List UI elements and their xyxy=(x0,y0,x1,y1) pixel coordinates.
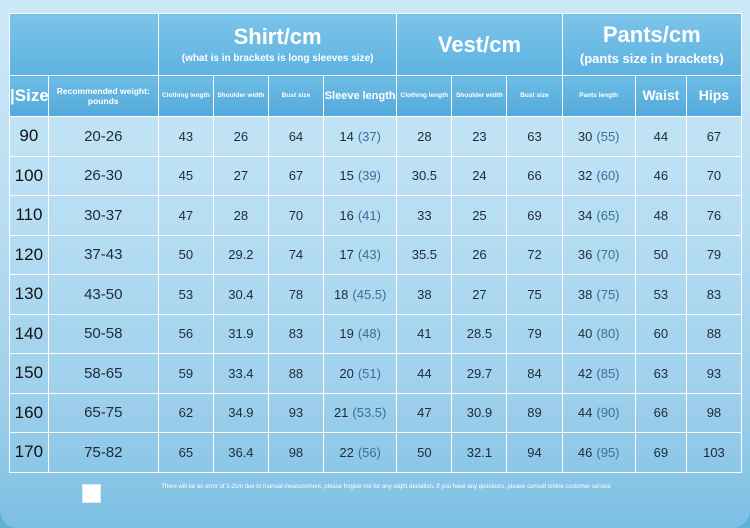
bracket-value: (65) xyxy=(596,207,620,223)
sleeve-length-cell xyxy=(323,433,396,473)
bracket-value: (37) xyxy=(357,128,381,144)
shirt-clothing-length-cell: 45 xyxy=(158,156,213,196)
bracket-value: (48) xyxy=(357,326,381,342)
pants-length-cell xyxy=(562,275,635,315)
waist-cell: 53 xyxy=(635,275,686,315)
main-value: 19 xyxy=(339,326,354,342)
main-value: 42 xyxy=(577,365,593,381)
shirt-title: Shirt/cm xyxy=(233,24,322,49)
size-cell: 100 xyxy=(10,156,49,196)
pants-note: (pants size in brackets) xyxy=(579,51,724,66)
weight-cell: 30-37 xyxy=(48,196,158,236)
waist-cell: 46 xyxy=(635,156,686,196)
col-vest-clothing-length: Clothing length xyxy=(397,76,452,117)
table-row xyxy=(10,314,742,354)
vest-shoulder-width-cell: 24 xyxy=(452,156,507,196)
shirt-clothing-length-cell: 47 xyxy=(158,196,213,236)
table-row xyxy=(10,275,742,315)
weight-cell: 26-30 xyxy=(48,156,158,196)
shirt-bust-size-cell: 67 xyxy=(268,156,323,196)
weight-cell: 37-43 xyxy=(48,235,158,275)
shirt-shoulder-width-cell: 33.4 xyxy=(213,354,268,394)
pants-length-cell xyxy=(562,196,635,236)
size-cell: 150 xyxy=(10,354,49,394)
main-value: 14 xyxy=(339,128,354,144)
shirt-bust-size-cell: 88 xyxy=(268,354,323,394)
col-hips: Hips xyxy=(686,76,741,117)
waist-cell: 44 xyxy=(635,117,686,157)
size-cell: 160 xyxy=(10,393,49,433)
shirt-shoulder-width-cell: 36.4 xyxy=(213,433,268,473)
sleeve-length-cell xyxy=(323,275,396,315)
weight-cell: 43-50 xyxy=(48,275,158,315)
shirt-clothing-length-cell: 50 xyxy=(158,235,213,275)
hips-cell: 79 xyxy=(686,235,741,275)
main-value: 46 xyxy=(577,444,593,460)
vest-clothing-length-cell: 44 xyxy=(397,354,452,394)
table-row xyxy=(10,196,742,236)
shirt-bust-size-cell: 78 xyxy=(268,275,323,315)
bracket-value: (60) xyxy=(596,168,620,184)
table-row xyxy=(10,433,742,473)
bracket-value: (43) xyxy=(357,247,381,263)
size-cell: 120 xyxy=(10,235,49,275)
size-chart-table xyxy=(9,13,742,473)
col-sleeve-length: Sleeve length xyxy=(323,76,396,117)
pants-title: Pants/cm xyxy=(602,22,701,47)
col-pants-length: Pants length xyxy=(562,76,635,117)
vest-bust-size-cell: 94 xyxy=(507,433,562,473)
shirt-shoulder-width-cell: 34.9 xyxy=(213,393,268,433)
footer-checkbox xyxy=(82,484,101,503)
pants-length-cell xyxy=(562,354,635,394)
col-shirt-clothing-length: Clothing length xyxy=(158,76,213,117)
footer-note: There will be an error of 1-2cm due to manual measurement. please forgive me for any slight deviation. If you have any questions, please consult online customer service xyxy=(161,484,611,490)
size-cell: 140 xyxy=(10,314,49,354)
shirt-clothing-length-cell: 56 xyxy=(158,314,213,354)
sleeve-length-cell xyxy=(323,314,396,354)
pants-group-header xyxy=(562,14,741,76)
waist-cell: 69 xyxy=(635,433,686,473)
waist-cell: 50 xyxy=(635,235,686,275)
vest-clothing-length-cell: 50 xyxy=(397,433,452,473)
main-value: 22 xyxy=(339,444,354,460)
col-vest-bust-size: Bust size xyxy=(507,76,562,117)
shirt-bust-size-cell: 70 xyxy=(268,196,323,236)
pants-length-cell xyxy=(562,393,635,433)
hips-cell: 93 xyxy=(686,354,741,394)
sleeve-length-cell xyxy=(323,156,396,196)
vest-title: Vest/cm xyxy=(437,31,522,57)
size-rows xyxy=(10,117,742,473)
shirt-shoulder-width-cell: 31.9 xyxy=(213,314,268,354)
vest-shoulder-width-cell: 29.7 xyxy=(452,354,507,394)
bracket-value: (39) xyxy=(357,168,381,184)
pants-length-cell xyxy=(562,235,635,275)
bracket-value: (55) xyxy=(596,128,620,144)
bracket-value: (70) xyxy=(596,247,620,263)
shirt-bust-size-cell: 93 xyxy=(268,393,323,433)
bracket-value: (56) xyxy=(357,444,381,460)
size-cell: 110 xyxy=(10,196,49,236)
table-row xyxy=(10,117,742,157)
shirt-bust-size-cell: 74 xyxy=(268,235,323,275)
size-cell: 90 xyxy=(10,117,49,157)
shirt-clothing-length-cell: 62 xyxy=(158,393,213,433)
sleeve-length-cell xyxy=(323,354,396,394)
weight-cell: 58-65 xyxy=(48,354,158,394)
col-waist: Waist xyxy=(635,76,686,117)
main-value: 40 xyxy=(577,326,593,342)
shirt-group-header xyxy=(158,14,397,76)
pants-length-cell xyxy=(562,156,635,196)
main-value: 38 xyxy=(577,286,593,302)
vest-bust-size-cell: 66 xyxy=(507,156,562,196)
main-value: 30 xyxy=(577,128,593,144)
sleeve-length-cell xyxy=(323,196,396,236)
vest-clothing-length-cell: 47 xyxy=(397,393,452,433)
sleeve-length-cell xyxy=(323,235,396,275)
vest-clothing-length-cell: 30.5 xyxy=(397,156,452,196)
table-row xyxy=(10,354,742,394)
bracket-value: (85) xyxy=(596,365,620,381)
vest-shoulder-width-cell: 28.5 xyxy=(452,314,507,354)
header-blank xyxy=(10,14,159,76)
vest-shoulder-width-cell: 32.1 xyxy=(452,433,507,473)
bracket-value: (45.5) xyxy=(352,286,387,302)
table-row xyxy=(10,235,742,275)
shirt-clothing-length-cell: 65 xyxy=(158,433,213,473)
shirt-bust-size-cell: 83 xyxy=(268,314,323,354)
vest-bust-size-cell: 69 xyxy=(507,196,562,236)
shirt-shoulder-width-cell: 27 xyxy=(213,156,268,196)
waist-cell: 48 xyxy=(635,196,686,236)
column-header-row xyxy=(10,76,742,117)
shirt-bust-size-cell: 98 xyxy=(268,433,323,473)
main-value: 44 xyxy=(577,405,593,421)
hips-cell: 83 xyxy=(686,275,741,315)
shirt-shoulder-width-cell: 26 xyxy=(213,117,268,157)
bracket-value: (51) xyxy=(357,365,381,381)
shirt-bust-size-cell: 64 xyxy=(268,117,323,157)
main-value: 15 xyxy=(339,168,354,184)
pants-length-cell xyxy=(562,117,635,157)
weight-cell: 65-75 xyxy=(48,393,158,433)
shirt-shoulder-width-cell: 29.2 xyxy=(213,235,268,275)
weight-cell: 20-26 xyxy=(48,117,158,157)
hips-cell: 98 xyxy=(686,393,741,433)
group-header-row xyxy=(10,14,742,76)
col-vest-shoulder-width: Shoulder width xyxy=(452,76,507,117)
hips-cell: 76 xyxy=(686,196,741,236)
sleeve-length-cell xyxy=(323,117,396,157)
waist-cell: 60 xyxy=(635,314,686,354)
vest-shoulder-width-cell: 26 xyxy=(452,235,507,275)
size-cell: 170 xyxy=(10,433,49,473)
hips-cell: 70 xyxy=(686,156,741,196)
vest-group-header xyxy=(397,14,562,76)
shirt-shoulder-width-cell: 30.4 xyxy=(213,275,268,315)
bracket-value: (95) xyxy=(596,444,620,460)
shirt-clothing-length-cell: 53 xyxy=(158,275,213,315)
vest-shoulder-width-cell: 25 xyxy=(452,196,507,236)
main-value: 21 xyxy=(333,405,349,421)
sleeve-length-cell xyxy=(323,393,396,433)
vest-shoulder-width-cell: 23 xyxy=(452,117,507,157)
col-shirt-bust-size: Bust size xyxy=(268,76,323,117)
shirt-shoulder-width-cell: 28 xyxy=(213,196,268,236)
waist-cell: 66 xyxy=(635,393,686,433)
main-value: 16 xyxy=(339,207,354,223)
vest-bust-size-cell: 72 xyxy=(507,235,562,275)
bracket-value: (90) xyxy=(596,405,620,421)
table-row xyxy=(10,393,742,433)
col-shirt-shoulder-width: Shoulder width xyxy=(213,76,268,117)
col-weight: Recommended weight: pounds xyxy=(48,76,158,117)
pants-length-cell xyxy=(562,433,635,473)
main-value: 18 xyxy=(333,286,349,302)
vest-bust-size-cell: 63 xyxy=(507,117,562,157)
vest-bust-size-cell: 84 xyxy=(507,354,562,394)
shirt-note: (what is in brackets is long sleeves size) xyxy=(181,53,374,64)
vest-clothing-length-cell: 38 xyxy=(397,275,452,315)
col-size: |Size xyxy=(10,76,49,117)
main-value: 34 xyxy=(577,207,593,223)
vest-clothing-length-cell: 35.5 xyxy=(397,235,452,275)
weight-cell: 75-82 xyxy=(48,433,158,473)
pants-length-cell xyxy=(562,314,635,354)
vest-bust-size-cell: 89 xyxy=(507,393,562,433)
table-row xyxy=(10,156,742,196)
hips-cell: 88 xyxy=(686,314,741,354)
bracket-value: (75) xyxy=(596,286,620,302)
vest-clothing-length-cell: 28 xyxy=(397,117,452,157)
bracket-value: (53.5) xyxy=(352,405,387,421)
bracket-value: (41) xyxy=(357,207,381,223)
vest-clothing-length-cell: 41 xyxy=(397,314,452,354)
vest-shoulder-width-cell: 30.9 xyxy=(452,393,507,433)
main-value: 17 xyxy=(339,247,354,263)
main-value: 20 xyxy=(339,365,354,381)
vest-bust-size-cell: 79 xyxy=(507,314,562,354)
hips-cell: 67 xyxy=(686,117,741,157)
vest-clothing-length-cell: 33 xyxy=(397,196,452,236)
weight-cell: 50-58 xyxy=(48,314,158,354)
main-value: 32 xyxy=(577,168,593,184)
hips-cell: 103 xyxy=(686,433,741,473)
bracket-value: (80) xyxy=(596,326,620,342)
shirt-clothing-length-cell: 59 xyxy=(158,354,213,394)
waist-cell: 63 xyxy=(635,354,686,394)
shirt-clothing-length-cell: 43 xyxy=(158,117,213,157)
vest-bust-size-cell: 75 xyxy=(507,275,562,315)
size-cell: 130 xyxy=(10,275,49,315)
vest-shoulder-width-cell: 27 xyxy=(452,275,507,315)
main-value: 36 xyxy=(577,247,593,263)
